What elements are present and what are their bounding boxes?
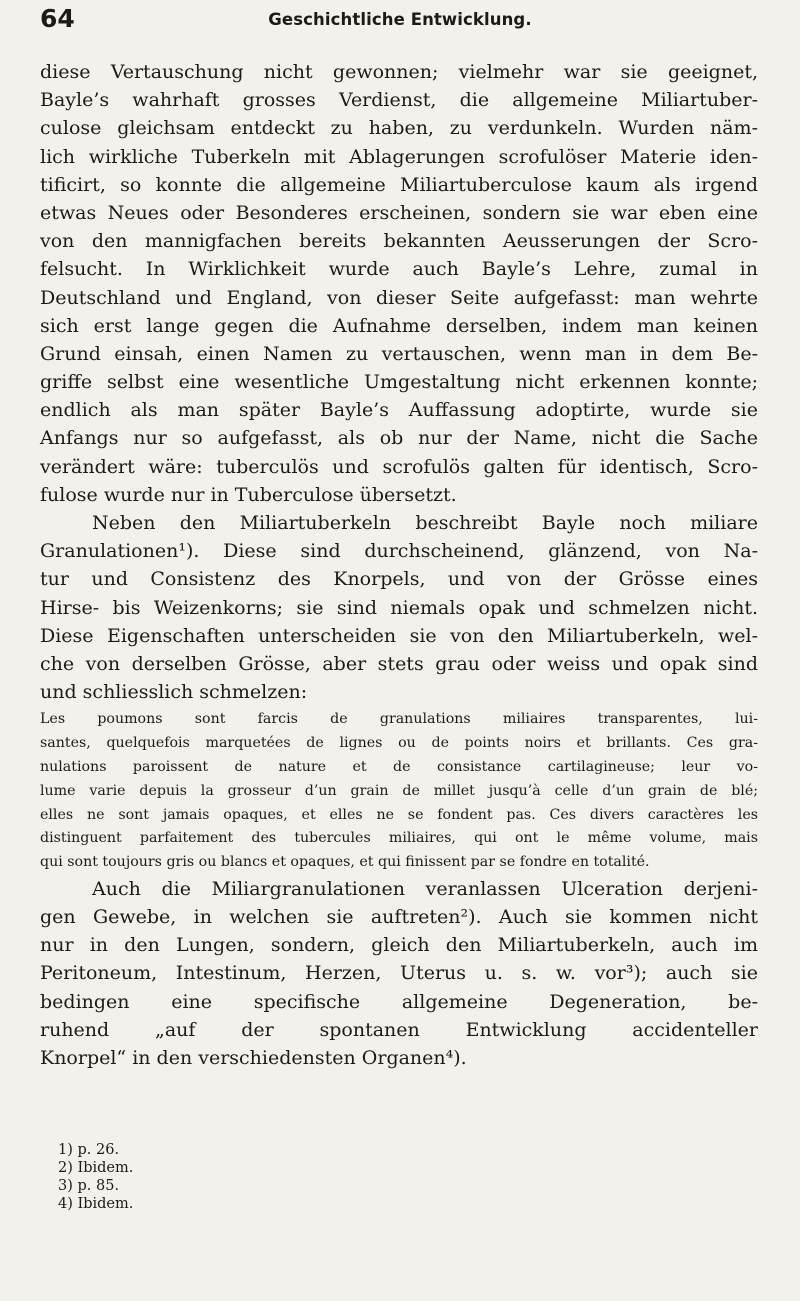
text-line: che von derselben Grösse, aber stets grau oder weiss und opak sind — [40, 652, 758, 675]
footnotes — [58, 1141, 133, 1213]
footnote: 4) Ibidem. — [58, 1196, 134, 1212]
text-line: sich erst lange gegen die Aufnahme derselben, indem man keinen — [40, 314, 758, 337]
text-line: Knorpel“ in den verschiedensten Organen⁴). — [40, 1047, 467, 1070]
paragraph-2 — [40, 509, 758, 706]
text-line: Neben den Miliartuberkeln beschreibt Bayle noch miliare — [92, 512, 758, 534]
page-number: 64 — [40, 4, 75, 33]
text-line: culose gleichsam entdeckt zu haben, zu verdunkeln. Wurden näm- — [40, 117, 758, 140]
quote-line: Les poumons sont farcis de granulations miliaires transparentes, lui- — [40, 711, 758, 728]
text-line: bedingen eine specifische allgemeine Degeneration, be- — [40, 990, 758, 1013]
text-line: gen Gewebe, in welchen sie auftreten²). Auch sie kommen nicht — [40, 906, 758, 929]
text-line: Hirse- bis Weizenkorns; sie sind niemals opak und schmelzen nicht. — [40, 596, 758, 619]
quote-line: santes, quelquefois marquetées de lignes ou de points noirs et brillants. Ces gra- — [40, 735, 758, 752]
text-line: tificirt, so konnte die allgemeine Miliartuberculose kaum als irgend — [40, 173, 758, 196]
quote-line: elles ne sont jamais opaques, et elles ne se fondent pas. Ces divers caractères les — [40, 806, 758, 823]
quote-line: distinguent parfaitement des tubercules miliaires, qui ont le même volume, mais — [40, 830, 758, 847]
french-quotation — [40, 708, 758, 875]
text-line: lich wirkliche Tuberkeln mit Ablagerungen scrofulöser Materie iden- — [40, 145, 758, 168]
footnote: 1) p. 26. — [58, 1142, 120, 1158]
quote-line: lume varie depuis la grosseur d’un grain de millet jusqu’à celle d’un grain de blé; — [40, 782, 758, 799]
body-text — [40, 58, 758, 1072]
text-line: Auch die Miliargranulationen veranlassen Ulceration derjeni- — [92, 877, 758, 900]
text-line: fulose wurde nur in Tuberculose übersetzt. — [40, 483, 457, 506]
text-line: Anfangs nur so aufgefasst, als ob nur der Name, nicht die Sache — [40, 427, 758, 450]
quote-line: nulations paroissent de nature et de consistance cartilagineuse; leur vo- — [40, 758, 758, 775]
text-line: Granulationen¹). Diese sind durchscheinend, glänzend, von Na- — [40, 540, 758, 563]
text-line: felsucht. In Wirklichkeit wurde auch Bayle’s Lehre, zumal in — [40, 258, 758, 281]
text-line: Diese Eigenschaften unterscheiden sie von den Miliartuberkeln, wel- — [40, 624, 758, 647]
text-line: tur und Consistenz des Knorpels, und von der Grösse eines — [40, 568, 758, 591]
paragraph-3 — [40, 875, 758, 1072]
text-line: etwas Neues oder Besonderes erscheinen, sondern sie war eben eine — [40, 201, 758, 224]
text-line: Peritoneum, Intestinum, Herzen, Uterus u. s. w. vor³); auch sie — [40, 962, 758, 985]
text-line: verändert wäre: tuberculös und scrofulös galten für identisch, Scro- — [40, 455, 758, 478]
text-line: von den mannigfachen bereits bekannten Aeusserungen der Scro- — [40, 230, 758, 253]
footnote: 2) Ibidem. — [58, 1160, 134, 1176]
text-line: nur in den Lungen, sondern, gleich den Miliartuberkeln, auch im — [40, 934, 758, 957]
paragraph-1 — [40, 58, 758, 509]
quote-line: qui sont toujours gris ou blancs et opaques, et qui finissent par se fondre en totalité. — [40, 854, 650, 871]
footnote: 3) p. 85. — [58, 1178, 120, 1194]
text-line: Bayle’s wahrhaft grosses Verdienst, die allgemeine Miliartuber- — [40, 89, 758, 112]
running-title: Geschichtliche Entwicklung. — [268, 10, 532, 29]
page-header — [40, 4, 760, 44]
text-line: ruhend „auf der spontanen Entwicklung accidenteller — [40, 1018, 758, 1041]
text-line: Deutschland und England, von dieser Seite aufgefasst: man wehrte — [40, 286, 758, 309]
text-line: Grund einsah, einen Namen zu vertauschen, wenn man in dem Be- — [40, 342, 758, 365]
text-line: diese Vertauschung nicht gewonnen; vielmehr war sie geeignet, — [40, 61, 758, 83]
text-line: griffe selbst eine wesentliche Umgestaltung nicht erkennen konnte; — [40, 371, 758, 394]
text-line: endlich als man später Bayle’s Auffassung adoptirte, wurde sie — [40, 399, 758, 422]
text-line: und schliesslich schmelzen: — [40, 681, 308, 704]
